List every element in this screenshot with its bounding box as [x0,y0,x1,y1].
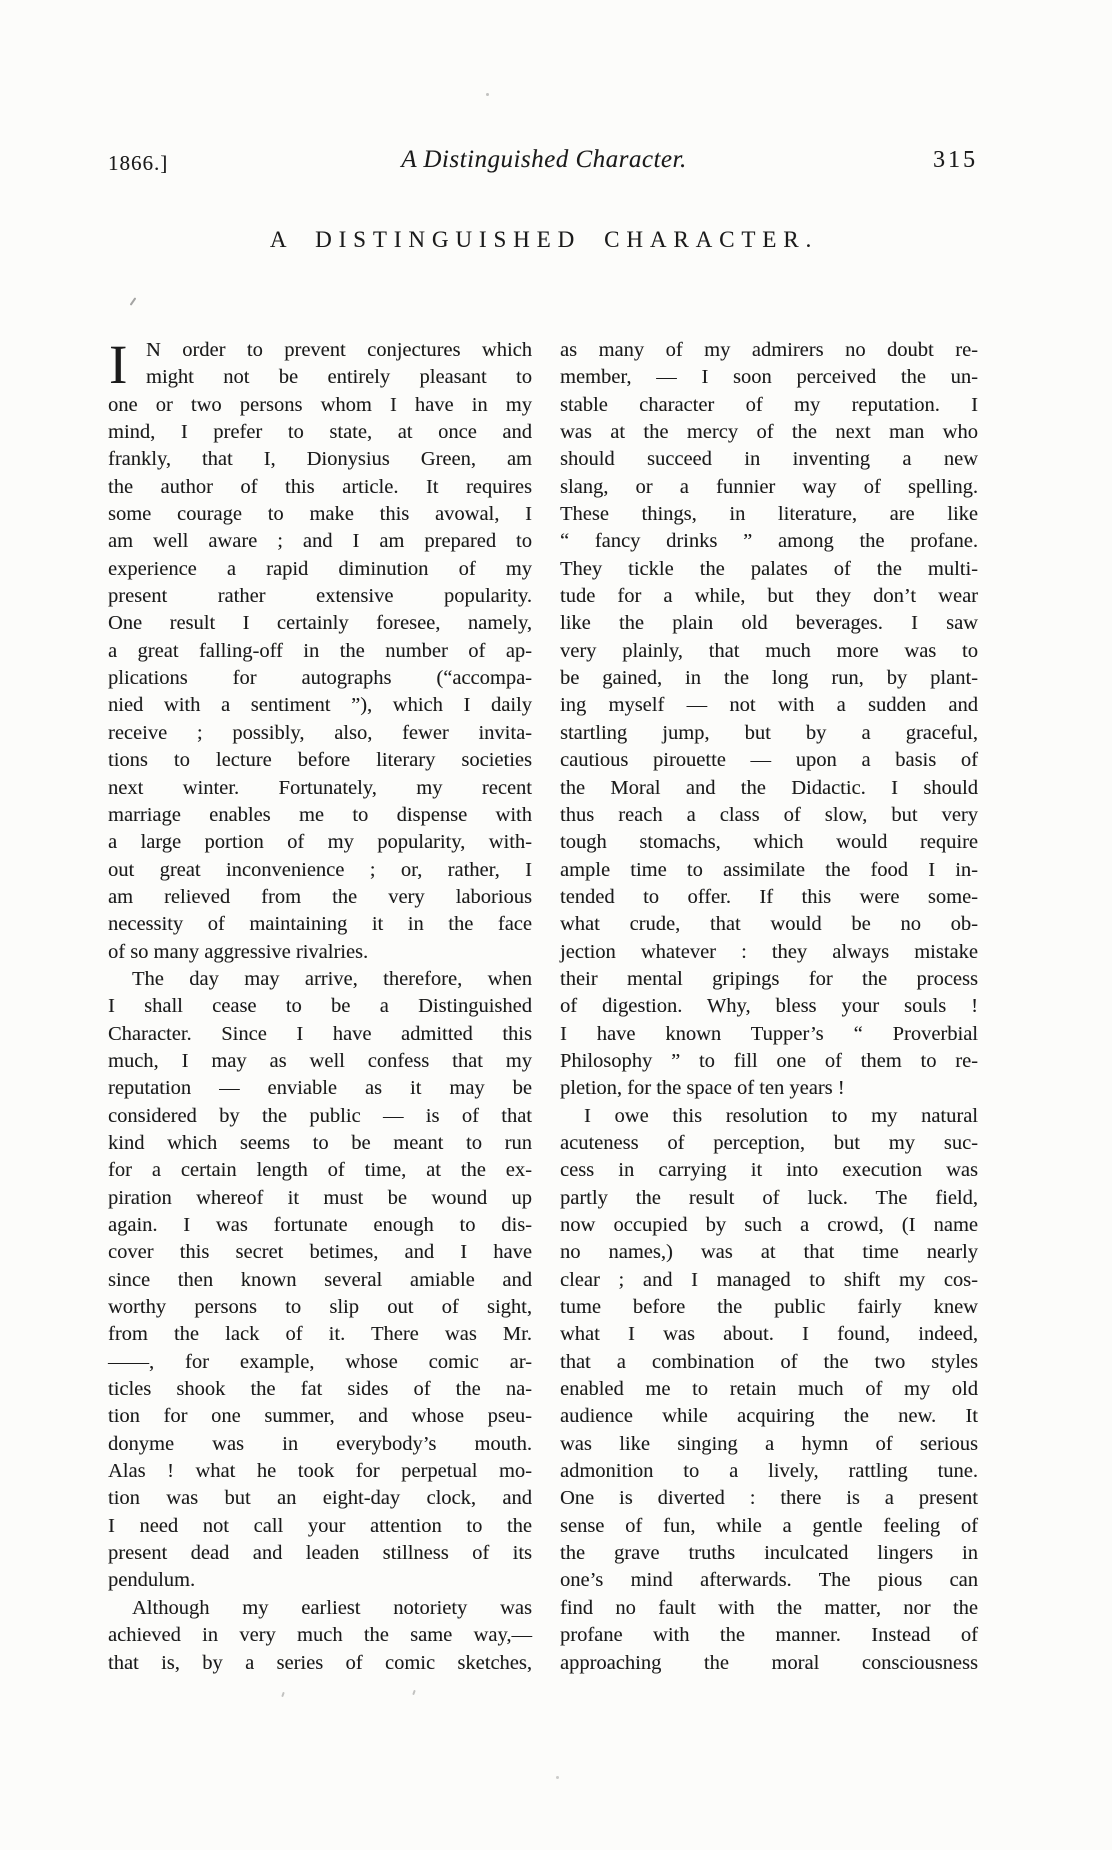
text-line: worthy persons to slip out of sight, [108,1296,532,1319]
text-line: present dead and leaden stillness of its [108,1542,532,1565]
text-line: their mental gripings for the process [560,967,978,990]
text-line: considered by the public — is of that [108,1104,532,1127]
text-line: should succeed in inventing a new [560,448,978,471]
text-line: of so many aggressive rivalries. [108,940,369,963]
header-year: 1866.] [108,151,169,175]
text-line: pletion, for the space of ten years ! [560,1077,845,1100]
text-line: profane with the manner. Instead of [560,1624,978,1647]
text-line: present rather extensive popularity. [108,585,532,608]
text-line: a great falling-off in the number of ap- [108,639,532,662]
drop-cap: I [109,334,128,395]
text-line: out great inconvenience ; or, rather, I [108,858,532,881]
text-line: was at the mercy of the next man who [560,421,978,444]
text-line: that is, by a series of comic sketches, [108,1651,532,1674]
text-line: These things, in literature, are like [560,503,978,526]
text-line: some courage to make this avowal, I [108,503,532,526]
text-line: kind which seems to be meant to run [108,1131,532,1154]
text-line: much, I may as well confess that my [108,1049,532,1072]
text-line: the author of this article. It requires [108,475,532,498]
text-line: “ fancy drinks ” among the profane. [560,530,978,553]
text-line: jection whatever : they always mistake [560,940,978,963]
text-line: one or two persons whom I have in my [108,393,532,416]
text-line: tude for a while, but they don’t wear [560,585,978,608]
text-line: Philosophy ” to fill one of them to re- [560,1049,978,1072]
text-line: tion for one summer, and whose pseu- [108,1405,532,1428]
text-line: Character. Since I have admitted this [108,1022,532,1045]
text-line: slang, or a funnier way of spelling. [560,475,978,498]
text-line: plications for autographs (“accompa- [108,667,532,690]
text-line: might not be entirely pleasant to [146,366,532,389]
right-column [560,337,978,1677]
text-line: achieved in very much the same way,— [108,1624,532,1647]
text-line: I have known Tupper’s “ Proverbial [560,1022,978,1045]
text-line: from the lack of it. There was Mr. [108,1323,532,1346]
text-line: one’s mind afterwards. The pious can [560,1569,978,1592]
scan-speck [556,1776,559,1779]
text-line: again. I was fortunate enough to dis- [108,1214,532,1236]
text-line: frankly, that I, Dionysius Green, am [108,448,532,471]
text-line: a large portion of my popularity, with- [108,831,532,854]
text-columns [108,334,978,1677]
text-line: tions to lecture before literary societies [108,749,532,772]
text-line: audience while acquiring the new. It [560,1405,978,1428]
left-column [108,334,532,1677]
text-line: tion was but an eight-day clock, and [108,1487,532,1510]
article-title: A DISTINGUISHED CHARACTER. [269,227,819,252]
text-line: now occupied by such a crowd, (I name [560,1214,978,1236]
text-line: thus reach a class of slow, but very [560,803,978,826]
text-line: Although my earliest notoriety was [132,1596,532,1619]
text-line: ticles shook the fat sides of the na- [108,1378,532,1401]
text-line: for a certain length of time, at the ex- [108,1159,532,1182]
text-line: mind, I prefer to state, at once and [108,421,532,444]
text-line: One result I certainly foresee, namely, [108,612,532,635]
text-line: They tickle the palates of the multi- [560,557,978,580]
text-line: startling jump, but by a graceful, [560,721,978,744]
text-line: was like singing a hymn of serious [560,1432,978,1455]
text-line: experience a rapid diminution of my [108,557,532,580]
text-line: marriage enables me to dispense with [108,803,532,826]
text-line: I shall cease to be a Distinguished [108,995,532,1018]
text-line: tended to offer. If this were some- [560,885,978,908]
header-running-title: A Distinguished Character. [401,146,687,173]
page-header [108,146,980,180]
text-line: tough stomachs, which would require [560,831,978,854]
text-line: am well aware ; and I am prepared to [108,530,532,553]
text-line: I owe this resolution to my natural [584,1104,978,1127]
scan-speck [412,1690,416,1695]
text-line: ing myself — not with a sudden and [560,694,978,717]
text-line: what I was about. I found, indeed, [560,1323,978,1346]
text-line: the Moral and the Didactic. I should [560,776,978,799]
text-line: nied with a sentiment ”), which I daily [108,694,532,717]
text-line: cover this secret betimes, and I have [108,1241,532,1264]
text-line: pendulum. [108,1569,196,1592]
scan-speck [130,297,137,306]
text-line: am relieved from the very laborious [108,885,532,908]
text-line: like the plain old beverages. I saw [560,612,978,635]
text-line: member, — I soon perceived the un- [560,366,978,389]
text-line: donyme was in everybody’s mouth. [108,1432,532,1455]
text-line: no names,) was at that time nearly [560,1241,978,1264]
scan-speck [486,93,489,96]
text-line: since then known several amiable and [108,1268,532,1291]
text-line: The day may arrive, therefore, when [132,967,532,990]
header-page-number: 315 [933,147,978,173]
scan-speck [281,1692,285,1697]
text-line: that a combination of the two styles [560,1350,978,1373]
text-line: admonition to a lively, rattling tune. [560,1460,978,1483]
text-line: stable character of my reputation. I [560,393,978,416]
text-line: receive ; possibly, also, fewer invita- [108,721,532,744]
text-line: the grave truths inculcated lingers in [560,1542,978,1565]
text-line: approaching the moral consciousness [560,1651,978,1674]
text-line: of digestion. Why, bless your souls ! [560,995,978,1018]
text-line: Alas ! what he took for perpetual mo- [108,1460,532,1483]
text-line: reputation — enviable as it may be [108,1077,532,1100]
text-line: clear ; and I managed to shift my cos- [560,1268,978,1291]
text-line: cautious pirouette — upon a basis of [560,749,978,772]
text-line: as many of my admirers no doubt re- [560,339,978,361]
text-line: I need not call your attention to the [108,1514,532,1537]
text-line: acuteness of perception, but my suc- [560,1131,978,1154]
text-line: tume before the public fairly knew [560,1296,978,1319]
text-line: sense of fun, while a gentle feeling of [560,1514,978,1537]
text-line: be gained, in the long run, by plant- [560,667,978,690]
text-line: cess in carrying it into execution was [560,1159,978,1182]
text-line: One is diverted : there is a present [560,1487,978,1510]
text-line: find no fault with the matter, nor the [560,1596,978,1619]
text-line: ——, for example, whose comic ar- [108,1350,532,1373]
text-line: necessity of maintaining it in the face [108,913,532,936]
text-line: enabled me to retain much of my old [560,1378,978,1401]
text-line: what crude, that would be no ob- [560,913,978,936]
text-line: ample time to assimilate the food I in- [560,858,978,881]
text-line: piration whereof it must be wound up [108,1186,532,1209]
text-line: partly the result of luck. The field, [560,1186,978,1209]
text-line: N order to prevent conjectures which [146,339,532,361]
text-line: very plainly, that much more was to [560,639,978,662]
text-line: next winter. Fortunately, my recent [108,776,532,799]
